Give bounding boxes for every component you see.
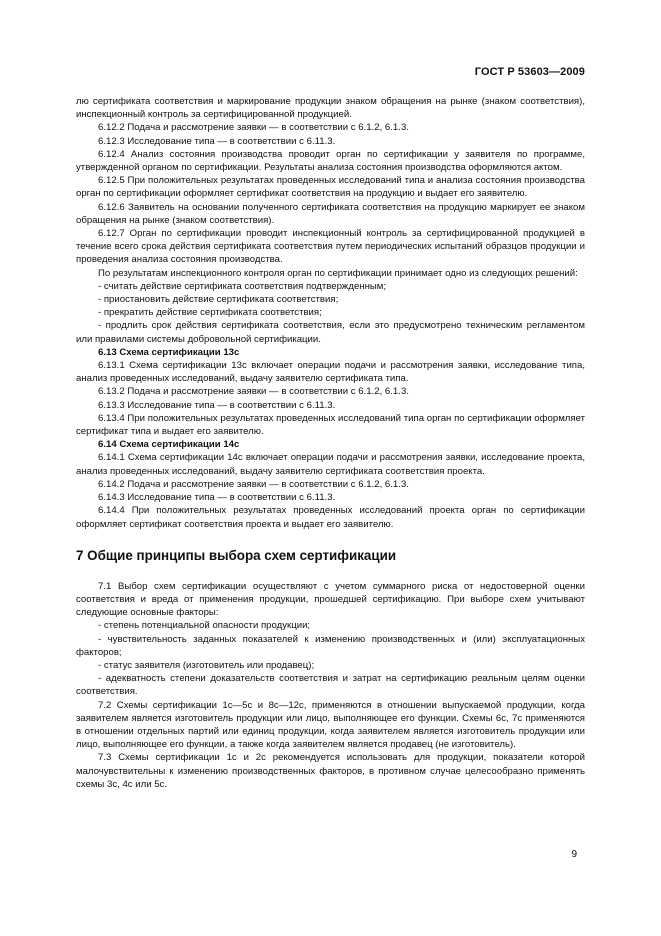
- paragraph: 7.2 Схемы сертификации 1с—5с и 8с—12с, применяются в отношении выпускаемой продукции, когда заявителем является изготовитель продукции или лицо, выполняющее его функции. Схемы 6с, 7с применяются в отношении отдельных партий или единиц продукции, когда заявителем является изготовитель продукции или лицо, выполняющее его функции, а также когда заявителем является продавец (не изготовитель).: [76, 699, 585, 751]
- list-item: - чувствительность заданных показателей к изменению производственных и (или) эксплуатационных факторов;: [76, 633, 585, 658]
- paragraph: 6.13.4 При положительных результатах проведенных исследований типа орган по сертификации оформляет сертификат типа и выдает его заявителю.: [76, 412, 585, 438]
- paragraph: 6.14.2 Подача и рассмотрение заявки — в соответствии с 6.1.2, 6.1.3.: [98, 478, 409, 490]
- paragraph: 6.12.2 Подача и рассмотрение заявки — в соответствии с 6.1.2, 6.1.3.: [98, 122, 409, 134]
- list-item: - прекратить действие сертификата соответствия;: [98, 307, 322, 319]
- paragraph: 6.14.1 Схема сертификации 14с включает операции подачи и рассмотрения заявки, исследование проекта, анализ проведенных исследований, выдачу заявителю сертификата соответствия проекта.: [76, 452, 585, 477]
- paragraph: 6.14.4 При положительных результатах проведенных исследований проекта орган по сертификации оформляет сертификат соответствия проекта и выдает его заявителю.: [76, 505, 585, 530]
- section-heading: 7 Общие принципы выбора схем сертификации: [76, 547, 397, 563]
- paragraph: По результатам инспекционного контроля орган по сертификации принимает одно из следующих решений:: [98, 267, 578, 279]
- list-item: - продлить срок действия сертификата соответствия, если это предусмотрено техническим регламентом или правилами системы добровольной сертификации.: [76, 320, 585, 345]
- paragraph: 6.12.5 При положительных результатах проведенных исследований типа и анализа состояния производства орган по сертификации оформляет сертификат соответствия на продукцию и выдает его заявителю.: [76, 175, 585, 200]
- paragraph: 6.13.2 Подача и рассмотрение заявки — в соответствии с 6.1.2, 6.1.3.: [98, 386, 409, 398]
- paragraph: 6.12.7 Орган по сертификации проводит инспекционный контроль за сертифицированной продукцией в течение всего срока действия сертификата соответствия путем периодических испытаний образцов продукции и проведения анализа состояния производства.: [76, 228, 585, 266]
- document-body: [76, 95, 585, 791]
- list-item: - приостановить действие сертификата соответствия;: [98, 294, 339, 306]
- list-item: - степень потенциальной опасности продукции;: [98, 620, 311, 632]
- paragraph: 7.1 Выбор схем сертификации осуществляют с учетом суммарного риска от недостоверной оценки соответствия и вреда от применения продукции, прошедшей сертификацию. При выборе схем учитывают следующие основные факторы:: [76, 580, 585, 619]
- paragraph: 6.13.3 Исследование типа — в соответствии с 6.11.3.: [98, 399, 336, 411]
- paragraph: 6.14.3 Исследование типа — в соответствии с 6.11.3.: [98, 492, 336, 504]
- list-item: - адекватность степени доказательств соответствия и затрат на сертификацию реальным целям оценки соответствия.: [76, 673, 585, 698]
- paragraph: 6.12.6 Заявитель на основании полученного сертификата соответствия на продукцию маркирует ее знаком обращения на рынке (знаком соответствия).: [76, 201, 585, 226]
- subsection-heading: 6.14 Схема сертификации 14с: [98, 439, 240, 451]
- paragraph: 7.3 Схемы сертификации 1с и 2с рекомендуется использовать для продукции, показатели которой малочувствительны к изменению производственных факторов, в противном случае целесообразно применять схемы 3с, 4с или 5с.: [76, 752, 585, 790]
- document-header: ГОСТ Р 53603—2009: [474, 66, 585, 78]
- page-number: 9: [571, 849, 577, 860]
- paragraph: 6.12.4 Анализ состояния производства проводит орган по сертификации у заявителя по программе, утвержденной органом по сертификации. Результаты анализа состояния производства оформляются актом.: [76, 148, 585, 174]
- paragraph: 6.13.1 Схема сертификации 13с включает операции подачи и рассмотрения заявки, исследование типа, анализ проведенных исследований, выдачу заявителю сертификата типа.: [76, 360, 585, 385]
- list-item: - считать действие сертификата соответствия подтвержденным;: [98, 280, 387, 292]
- subsection-heading: 6.13 Схема сертификации 13с: [98, 346, 240, 358]
- paragraph: лю сертификата соответствия и маркирование продукции знаком обращения на рынке (знаком соответствия), инспекционный контроль за сертифицированной продукцией.: [76, 96, 585, 121]
- paragraph: 6.12.3 Исследование типа — в соответствии с 6.11.3.: [98, 135, 336, 147]
- list-item: - статус заявителя (изготовитель или продавец);: [98, 659, 315, 671]
